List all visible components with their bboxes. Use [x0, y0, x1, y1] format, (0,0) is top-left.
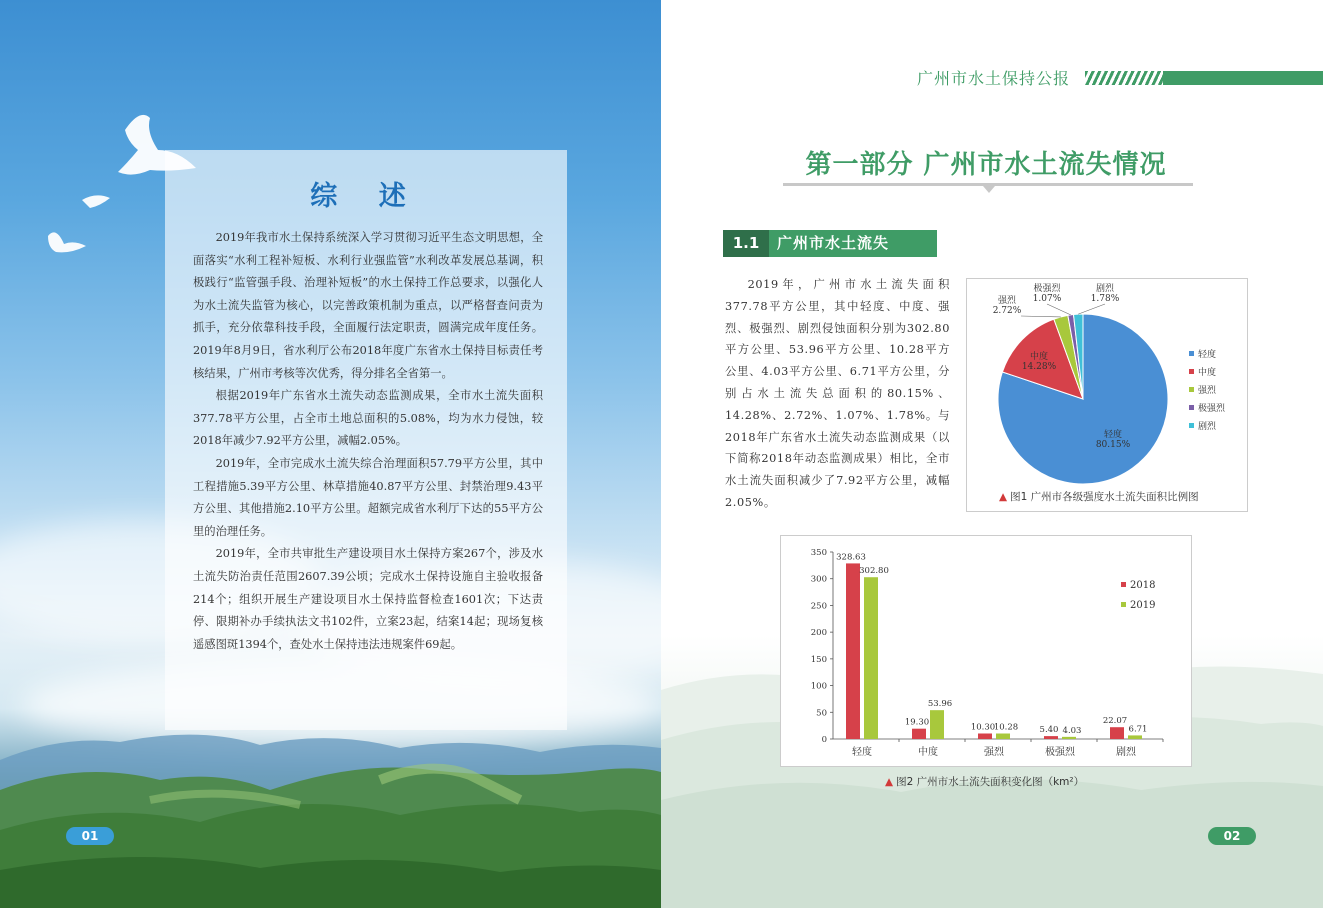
bar-value-label: 19.30 — [904, 717, 930, 728]
y-tick-label: 150 — [810, 654, 827, 665]
header-stripes — [1085, 71, 1165, 85]
x-tick-label: 剧烈 — [1116, 747, 1136, 758]
pie-label-value: 14.28% — [1021, 362, 1057, 372]
right-page — [661, 0, 1323, 908]
y-tick-label: 350 — [810, 548, 827, 558]
header-bar — [1163, 71, 1323, 85]
bar-value-label: 10.28 — [993, 722, 1019, 733]
bar-value-label: 53.96 — [927, 699, 953, 710]
summary-paragraph: 2019年，全市完成水土流失综合治理面积57.79平方公里，其中工程措施5.39平方公里、林草措施40.87平方公里、封禁治理9.43平方公里、其他措施2.10平方公里。超额完成省水利厅下达的55平方公里的治理任务。 — [193, 456, 543, 538]
pie-leader-line — [1021, 316, 1061, 317]
bar-value-label: 22.07 — [1102, 716, 1128, 727]
bar-caption-text: 图2 广州市水土流失面积变化图（km²） — [896, 776, 1085, 788]
left-page — [0, 0, 661, 908]
part-title: 第一部分 广州市水土流失情况 — [805, 150, 1167, 180]
legend-label: 2019 — [1130, 600, 1156, 611]
pie-label-category: 剧烈 — [1095, 284, 1115, 294]
pie-chart — [967, 279, 1247, 511]
legend-label: 剧烈 — [1198, 422, 1217, 432]
bar — [930, 710, 944, 739]
bar — [1128, 735, 1142, 739]
legend-swatch — [1189, 387, 1194, 392]
legend-label: 中度 — [1198, 368, 1217, 378]
pie-leader-line — [1078, 304, 1105, 314]
legend-swatch — [1189, 405, 1194, 410]
pie-chart-box — [966, 278, 1248, 512]
bar — [996, 734, 1010, 739]
pie-label-value: 1.07% — [1032, 294, 1062, 304]
pie-caption-text: 图1 广州市各级强度水土流失面积比例图 — [1010, 491, 1199, 503]
y-tick-label: 100 — [810, 681, 827, 692]
bar — [978, 733, 992, 739]
summary-title: 综 述 — [310, 181, 422, 212]
bar-value-label: 328.63 — [836, 552, 866, 563]
header-title: 广州市水土保持公报 — [917, 69, 1071, 88]
x-tick-label: 轻度 — [852, 747, 872, 758]
bar — [864, 577, 878, 739]
section-number: 1.1 — [723, 230, 769, 257]
bar-value-label: 4.03 — [1062, 725, 1082, 736]
bar-value-label: 5.40 — [1039, 725, 1059, 736]
y-tick-label: 200 — [810, 628, 827, 639]
y-tick-label: 300 — [810, 574, 827, 585]
pie-label-value: 1.78% — [1090, 294, 1120, 304]
bar-value-label: 6.71 — [1128, 724, 1148, 735]
pie-label-category: 中度 — [1029, 352, 1049, 362]
legend-swatch — [1121, 582, 1126, 587]
bar — [1062, 737, 1076, 739]
pie-label-category: 强烈 — [997, 296, 1017, 306]
section-title: 广州市水土流失 — [777, 234, 890, 252]
pie-label-value: 80.15% — [1095, 440, 1131, 450]
caption-marker-icon: ▲ — [999, 491, 1008, 503]
page-number-left: 01 — [66, 827, 114, 845]
y-tick-label: 50 — [816, 708, 827, 719]
legend-swatch — [1189, 369, 1194, 374]
legend-swatch — [1189, 423, 1194, 428]
bar — [1110, 727, 1124, 739]
section-body: 2019年，广州市水土流失面积377.78平方公里，其中轻度、中度、强烈、极强烈、剧烈侵蚀面积分别为302.80平方公里、53.96平方公里、10.28平方公里、4.03平方公里、6.71平方公里，分别占水土流失总面积的80.15%、14.28%、2.72%、1.07%、1.78%。与2018年广东省水土流失动态监测成果（以下简称2018年动态监测成果）相比，全市水土流失面积减少了7.92平方公里，减幅2.05%。 — [725, 278, 950, 509]
part-arrow-icon — [983, 186, 995, 193]
pie-label-value: 2.72% — [992, 306, 1022, 316]
bar-value-label: 302.80 — [859, 566, 889, 577]
summary-panel — [165, 150, 567, 730]
caption-marker-icon: ▲ — [885, 776, 894, 788]
legend-label: 轻度 — [1198, 350, 1217, 360]
bar — [1044, 736, 1058, 739]
legend-label: 强烈 — [1198, 386, 1217, 396]
bar — [912, 729, 926, 739]
x-tick-label: 强烈 — [984, 747, 1004, 758]
pie-label-category: 轻度 — [1103, 430, 1123, 440]
bar-value-label: 10.30 — [970, 722, 996, 733]
summary-paragraph: 2019年我市水土保持系统深入学习贯彻习近平生态文明思想，全面落实“水利工程补短板、水利行业强监管”水利改革发展总基调，积极践行“监管强手段、治理补短板”的水土保持工作总要求，以强化人为水土流失监管为核心，以完善政策机制为重点，以严格督查问责为抓手，充分依靠科技手段，全面履行法定职责，圆满完成年度任务。2019年8月9日，省水利厅公布2018年度广东省水土保持目标责任考核结果，广州市考核等次优秀，得分排名全省第一。 — [193, 231, 543, 380]
legend-label: 极强烈 — [1198, 404, 1226, 414]
bar-caption — [885, 774, 1084, 789]
x-tick-label: 极强烈 — [1045, 747, 1075, 758]
x-tick-label: 中度 — [918, 747, 938, 758]
pie-caption — [999, 489, 1199, 504]
bar-chart — [781, 536, 1191, 766]
y-tick-label: 0 — [821, 735, 827, 745]
summary-paragraph: 2019年，全市共审批生产建设项目水土保持方案267个，涉及水土流失防治责任范围2607.39公顷；完成水土保持设施自主验收报备214个；组织开展生产建设项目水土保持监督检查1601次；下达责停、限期补办手续执法文书102件，立案23起，结案14起；现场复核遥感图斑1394个，查处水土保持违法违规案件69起。 — [193, 547, 543, 651]
pie-label-category: 极强烈 — [1033, 284, 1061, 294]
bar-chart-box — [780, 535, 1192, 767]
legend-swatch — [1121, 602, 1126, 607]
y-tick-label: 250 — [810, 601, 827, 612]
page-number-right: 02 — [1208, 827, 1256, 845]
pie-leader-line — [1047, 304, 1071, 315]
legend-swatch — [1189, 351, 1194, 356]
section-heading — [723, 230, 937, 257]
summary-body — [193, 227, 543, 656]
bar — [846, 563, 860, 739]
summary-paragraph: 根据2019年广东省水土流失动态监测成果，全市水土流失面积377.78平方公里，占全市土地总面积的5.08%，均为水力侵蚀，较2018年减少7.92平方公里，减幅2.05%。 — [193, 389, 543, 448]
legend-label: 2018 — [1130, 580, 1156, 591]
